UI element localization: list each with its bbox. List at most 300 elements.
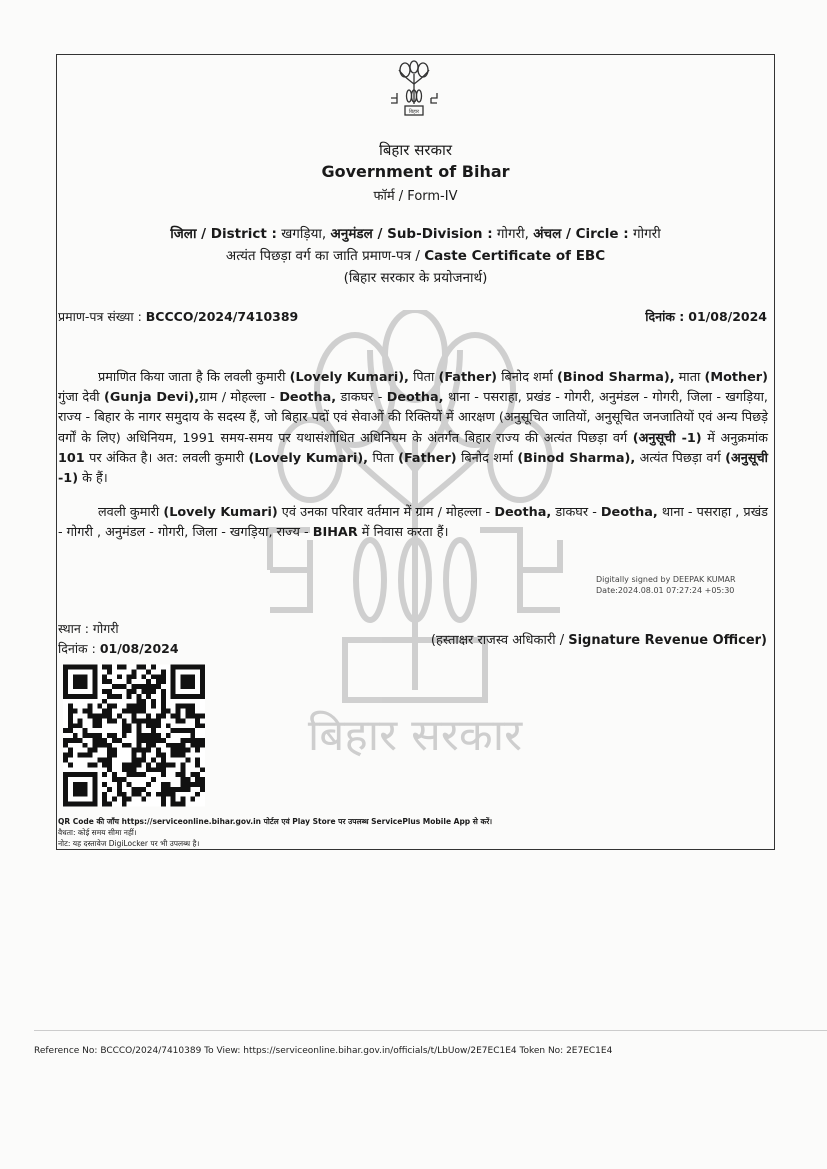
signature-officer (431, 630, 767, 648)
qr-module (195, 792, 200, 797)
qr-module (107, 733, 112, 738)
qr-module (161, 689, 166, 694)
text: डाकघर - (340, 390, 383, 406)
qr-module (127, 782, 132, 787)
qr-module (166, 787, 171, 792)
qr-module (146, 792, 151, 797)
certificate-title (56, 246, 775, 264)
qr-module (122, 802, 127, 807)
qr-module (161, 679, 166, 684)
qr-module (122, 767, 127, 772)
qr-module (136, 728, 141, 733)
qr-module (156, 684, 161, 689)
qr-module (161, 753, 166, 758)
applicant-name: (Lovely Kumari), (289, 370, 409, 385)
text: लवली कुमारी (98, 505, 160, 520)
qr-module (97, 723, 102, 728)
applicant-name: (Lovely Kumari) (163, 505, 278, 520)
certificate-number-value: BCCCO/2024/7410389 (145, 309, 299, 324)
residence-paragraph (58, 503, 768, 543)
qr-module (122, 743, 127, 748)
qr-module (151, 699, 156, 704)
header-title-hindi: बिहार सरकार (378, 141, 453, 159)
qr-module (136, 787, 141, 792)
qr-module (156, 713, 161, 718)
certificate-number-label: प्रमाण-पत्र संख्या : (58, 309, 142, 324)
qr-module (107, 802, 112, 807)
qr-module (102, 762, 107, 767)
circle-label: अंचल / Circle : (533, 226, 629, 242)
father-label: (Father) (438, 370, 498, 385)
qr-module (117, 738, 122, 743)
qr-module (176, 772, 181, 777)
qr-module (141, 665, 146, 670)
text: गुंजा देवी (58, 390, 100, 406)
qr-module (171, 797, 176, 802)
qr-module (73, 782, 88, 797)
qr-module (117, 792, 122, 797)
qr-module (141, 699, 146, 704)
text: थाना - पसराहा , प्रखंड - गोगरी , अनुमंडल - गोगरी, जिला - खगड़िया, राज्य - (58, 505, 769, 541)
qr-module (195, 772, 200, 777)
qr-module (107, 753, 112, 758)
qr-module (136, 723, 141, 728)
qr-module (127, 679, 132, 684)
qr-module (117, 777, 122, 782)
qr-module (146, 723, 151, 728)
qr-module (161, 772, 166, 777)
qr-module (68, 718, 73, 723)
qr-module (63, 753, 68, 758)
qr-module (107, 704, 112, 709)
qr-module (156, 679, 161, 684)
qr-module (161, 782, 166, 787)
qr-module (146, 679, 151, 684)
qr-module (156, 723, 161, 728)
qr-module (181, 704, 186, 709)
digital-sign-date: Date:2024.08.01 07:27:24 +05:30 (596, 586, 735, 595)
qr-module (195, 723, 200, 728)
text: अत्यंत पिछड़ा वर्ग (639, 450, 721, 466)
father-label: (Father) (398, 450, 457, 466)
qr-module (141, 738, 146, 743)
digilocker-note: नोट: यह दस्तावेज DigiLocker पर भी उपलब्ध है। (58, 839, 200, 848)
qr-module (151, 718, 156, 723)
qr-module (151, 758, 156, 763)
qr-module (156, 792, 161, 797)
issue-date-value: 01/08/2024 (688, 309, 767, 324)
qr-module (63, 758, 68, 763)
qr-module (200, 743, 205, 748)
qr-module (87, 762, 92, 767)
qr-module (102, 782, 107, 787)
qr-module (132, 787, 137, 792)
certificate-purpose: (बिहार सरकार के प्रयोजनार्थ) (343, 270, 488, 286)
qr-module (171, 713, 176, 718)
qr-module (136, 699, 141, 704)
qr-module (127, 704, 132, 709)
qr-module (83, 733, 88, 738)
qr-module (166, 782, 171, 787)
qr-module (151, 728, 156, 733)
qr-module (171, 787, 176, 792)
qr-module (136, 738, 141, 743)
qr-module (185, 709, 190, 714)
text: माता (678, 370, 701, 385)
qr-module (127, 767, 132, 772)
qr-module (146, 782, 151, 787)
digital-signer: Digitally signed by DEEPAK KUMAR (596, 575, 736, 584)
issue-date (645, 308, 767, 325)
qr-module (161, 709, 166, 714)
qr-module (107, 665, 112, 670)
qr-module (141, 787, 146, 792)
qr-module (78, 718, 83, 723)
post-office: Deotha, (386, 390, 444, 406)
text: बिनोद शर्मा (501, 370, 553, 385)
qr-module (132, 718, 137, 723)
qr-module (136, 665, 141, 670)
qr-module (161, 758, 166, 763)
certificate-number (58, 308, 298, 325)
qr-module (181, 802, 186, 807)
qr-module (190, 728, 195, 733)
qr-module (176, 718, 181, 723)
qr-module (97, 738, 102, 743)
qr-module (200, 787, 205, 792)
qr-module (146, 733, 151, 738)
qr-module (78, 738, 83, 743)
qr-module (83, 728, 88, 733)
qr-module (136, 792, 141, 797)
qr-module (181, 718, 186, 723)
qr-module (190, 713, 195, 718)
qr-module (73, 733, 78, 738)
qr-module (176, 709, 181, 714)
text: में निवास करता हैं। (361, 525, 449, 541)
qr-module (107, 762, 112, 767)
qr-module (195, 713, 200, 718)
qr-module (68, 709, 73, 714)
qr-module (141, 674, 146, 679)
schedule: (अनुसूची -1) (632, 430, 702, 446)
qr-module (83, 709, 88, 714)
qr-module (92, 748, 97, 753)
subdivision-label: अनुमंडल / Sub-Division : (330, 226, 493, 242)
qr-module (102, 792, 107, 797)
qr-module (195, 738, 200, 743)
qr-module (141, 689, 146, 694)
qr-module (195, 782, 200, 787)
qr-module (136, 758, 141, 763)
qr-module (190, 772, 195, 777)
qr-module (176, 728, 181, 733)
qr-module (127, 689, 132, 694)
qr-module (102, 743, 107, 748)
qr-module (132, 748, 137, 753)
validity-note: वैधता: कोई समय सीमा नहीं। (58, 828, 137, 837)
qr-module (83, 753, 88, 758)
qr-module (161, 738, 166, 743)
qr-module (68, 704, 73, 709)
qr-module (102, 674, 107, 679)
qr-module (146, 762, 151, 767)
qr-module (146, 743, 151, 748)
qr-module (78, 753, 83, 758)
qr-module (146, 718, 151, 723)
qr-module (136, 709, 141, 714)
qr-module (151, 767, 156, 772)
qr-module (151, 777, 156, 782)
text: प्रमाणित किया जाता है कि लवली कुमारी (98, 370, 286, 385)
father-name: (Binod Sharma), (517, 450, 636, 466)
qr-module (136, 762, 141, 767)
qr-module (166, 792, 171, 797)
qr-module (102, 738, 107, 743)
issue-date-label: दिनांक : (645, 309, 685, 324)
officer-hindi: (हस्ताक्षर राजस्व अधिकारी / (430, 633, 565, 648)
village: Deotha, (279, 390, 337, 406)
qr-module (195, 743, 200, 748)
qr-module (200, 767, 205, 772)
qr-module (136, 704, 141, 709)
applicant-name: (Lovely Kumari), (248, 450, 369, 466)
qr-module (122, 797, 127, 802)
qr-module (112, 772, 117, 777)
qr-module (97, 733, 102, 738)
qr-module (127, 723, 132, 728)
qr-module (141, 684, 146, 689)
signature-date (58, 640, 179, 657)
qr-module (132, 792, 137, 797)
qr-module (92, 733, 97, 738)
qr-module (161, 669, 166, 674)
qr-module (185, 782, 190, 787)
qr-module (161, 699, 166, 704)
qr-module (102, 679, 107, 684)
qr-module (132, 689, 137, 694)
subdivision-value: गोगरी, (496, 226, 529, 242)
qr-module (156, 733, 161, 738)
qr-module (132, 762, 137, 767)
text: पिता (413, 370, 435, 385)
qr-module (112, 738, 117, 743)
qr-module (195, 718, 200, 723)
qr-module (107, 679, 112, 684)
emblem-text: बिहार (408, 109, 420, 115)
signature-date-label: दिनांक : (58, 641, 96, 656)
qr-module (141, 733, 146, 738)
qr-module (171, 753, 176, 758)
qr-module (112, 748, 117, 753)
qr-module (68, 723, 73, 728)
qr-module (102, 699, 107, 704)
qr-module (127, 743, 132, 748)
qr-module (190, 733, 195, 738)
qr-module (73, 674, 88, 689)
mother-name: (Gunja Devi), (104, 390, 200, 406)
qr-module (63, 743, 68, 748)
qr-module (122, 723, 127, 728)
qr-module (117, 684, 122, 689)
qr-module (200, 738, 205, 743)
text: के हैं। (82, 471, 108, 487)
qr-module (112, 753, 117, 758)
qr-module (181, 782, 186, 787)
qr-module (127, 772, 132, 777)
qr-module (156, 718, 161, 723)
qr-module (73, 723, 78, 728)
qr-module (176, 704, 181, 709)
qr-module (117, 782, 122, 787)
qr-module (166, 709, 171, 714)
qr-module (107, 718, 112, 723)
qr-module (132, 767, 137, 772)
qr-module (87, 748, 92, 753)
qr-module (122, 728, 127, 733)
qr-module (102, 802, 107, 807)
qr-module (136, 748, 141, 753)
qr-module (200, 723, 205, 728)
qr-module (190, 743, 195, 748)
qr-module (176, 787, 181, 792)
qr-module (122, 733, 127, 738)
text: ग्राम / मोहल्ला - (199, 390, 275, 406)
qr-module (132, 674, 137, 679)
qr-module (176, 713, 181, 718)
qr-module (112, 704, 117, 709)
qr-module (141, 758, 146, 763)
qr-module (176, 743, 181, 748)
qr-module (122, 777, 127, 782)
qr-module (97, 704, 102, 709)
district-value: खगड़िया, (281, 226, 327, 242)
qr-module (151, 723, 156, 728)
qr-module (156, 748, 161, 753)
qr-module (195, 758, 200, 763)
qr-module (151, 684, 156, 689)
qr-module (92, 762, 97, 767)
qr-module (132, 709, 137, 714)
qr-module (141, 718, 146, 723)
qr-module (102, 772, 107, 777)
qr-module (190, 782, 195, 787)
qr-module (200, 777, 205, 782)
qr-module (161, 713, 166, 718)
qr-code[interactable] (63, 663, 205, 808)
qr-module (122, 684, 127, 689)
qr-module (141, 772, 146, 777)
qr-module (176, 748, 181, 753)
certificate-title-hindi: अत्यंत पिछड़ा वर्ग का जाति प्रमाण-पत्र / (225, 248, 420, 264)
qr-module (176, 802, 181, 807)
qr-module (146, 738, 151, 743)
qr-module (185, 748, 190, 753)
state: BIHAR (312, 525, 358, 541)
qr-module (156, 762, 161, 767)
qr-module (136, 733, 141, 738)
qr-module (112, 733, 117, 738)
digital-signature (596, 574, 736, 596)
qr-module (141, 797, 146, 802)
qr-module (185, 738, 190, 743)
qr-module (200, 782, 205, 787)
qr-module (92, 713, 97, 718)
qr-module (171, 728, 176, 733)
text: पिता (372, 450, 394, 466)
qr-module (200, 713, 205, 718)
qr-module (161, 694, 166, 699)
qr-module (181, 738, 186, 743)
qr-module (136, 684, 141, 689)
qr-module (127, 694, 132, 699)
qr-module (161, 792, 166, 797)
qr-module (68, 713, 73, 718)
qr-module (68, 762, 73, 767)
qr-module (117, 665, 122, 670)
qr-module (181, 777, 186, 782)
qr-module (181, 772, 186, 777)
qr-module (161, 802, 166, 807)
qr-module (151, 689, 156, 694)
qr-module (122, 762, 127, 767)
qr-module (63, 738, 68, 743)
qr-module (161, 767, 166, 772)
qr-module (97, 718, 102, 723)
qr-module (136, 694, 141, 699)
qr-module (68, 753, 73, 758)
qr-module (87, 704, 92, 709)
qr-module (185, 787, 190, 792)
qr-module (161, 762, 166, 767)
qr-module (156, 738, 161, 743)
qr-module (166, 762, 171, 767)
qr-module (127, 728, 132, 733)
text: थाना - पसराहा, प्रखंड - गोगरी, अनुमंडल - गोगरी, जिला - खगड़िया, राज्य - बिहार के नागर समुदाय के सदस्य हैं, जो बिहार पदों एवं सेवाओं की रिक्तियों में आरक्षण (अनुसूचित जातियों, अनुसूचित जनजातियों एवं अन्य पिछड़े वर्गों के लिए) अधिनियम, 1991 समय-समय पर यथासंशोधित अधिनियम के अंतर्गत बिहार राज्य की अत्यंत पिछड़ा वर्ग (58, 390, 768, 446)
qr-module (171, 802, 176, 807)
qr-module (102, 709, 107, 714)
qr-module (132, 704, 137, 709)
qr-module (127, 797, 132, 802)
qr-module (83, 743, 88, 748)
qr-module (78, 723, 83, 728)
qr-module (181, 787, 186, 792)
qr-module (68, 728, 73, 733)
qr-module (171, 792, 176, 797)
qr-module (136, 718, 141, 723)
qr-module (112, 694, 117, 699)
qr-module (68, 738, 73, 743)
qr-module (107, 694, 112, 699)
qr-module (161, 674, 166, 679)
qr-module (185, 704, 190, 709)
qr-module (176, 753, 181, 758)
qr-module (107, 689, 112, 694)
text: बिनोद शर्मा (461, 450, 513, 466)
qr-module (195, 777, 200, 782)
qr-module (127, 709, 132, 714)
reference-footer: Reference No: BCCCO/2024/7410389 To View: https://serviceonline.bihar.gov.in/officials/t/LbUow/2E7EC1E4 Token No: 2E7EC1E4 (34, 1046, 613, 1056)
schedule: (अनुसूची -1) (58, 450, 768, 487)
qr-module (107, 748, 112, 753)
signature-date-value: 01/08/2024 (99, 641, 179, 656)
qr-module (122, 718, 127, 723)
qr-module (97, 743, 102, 748)
qr-module (156, 753, 161, 758)
qr-module (146, 689, 151, 694)
qr-module (161, 797, 166, 802)
qr-module (181, 743, 186, 748)
